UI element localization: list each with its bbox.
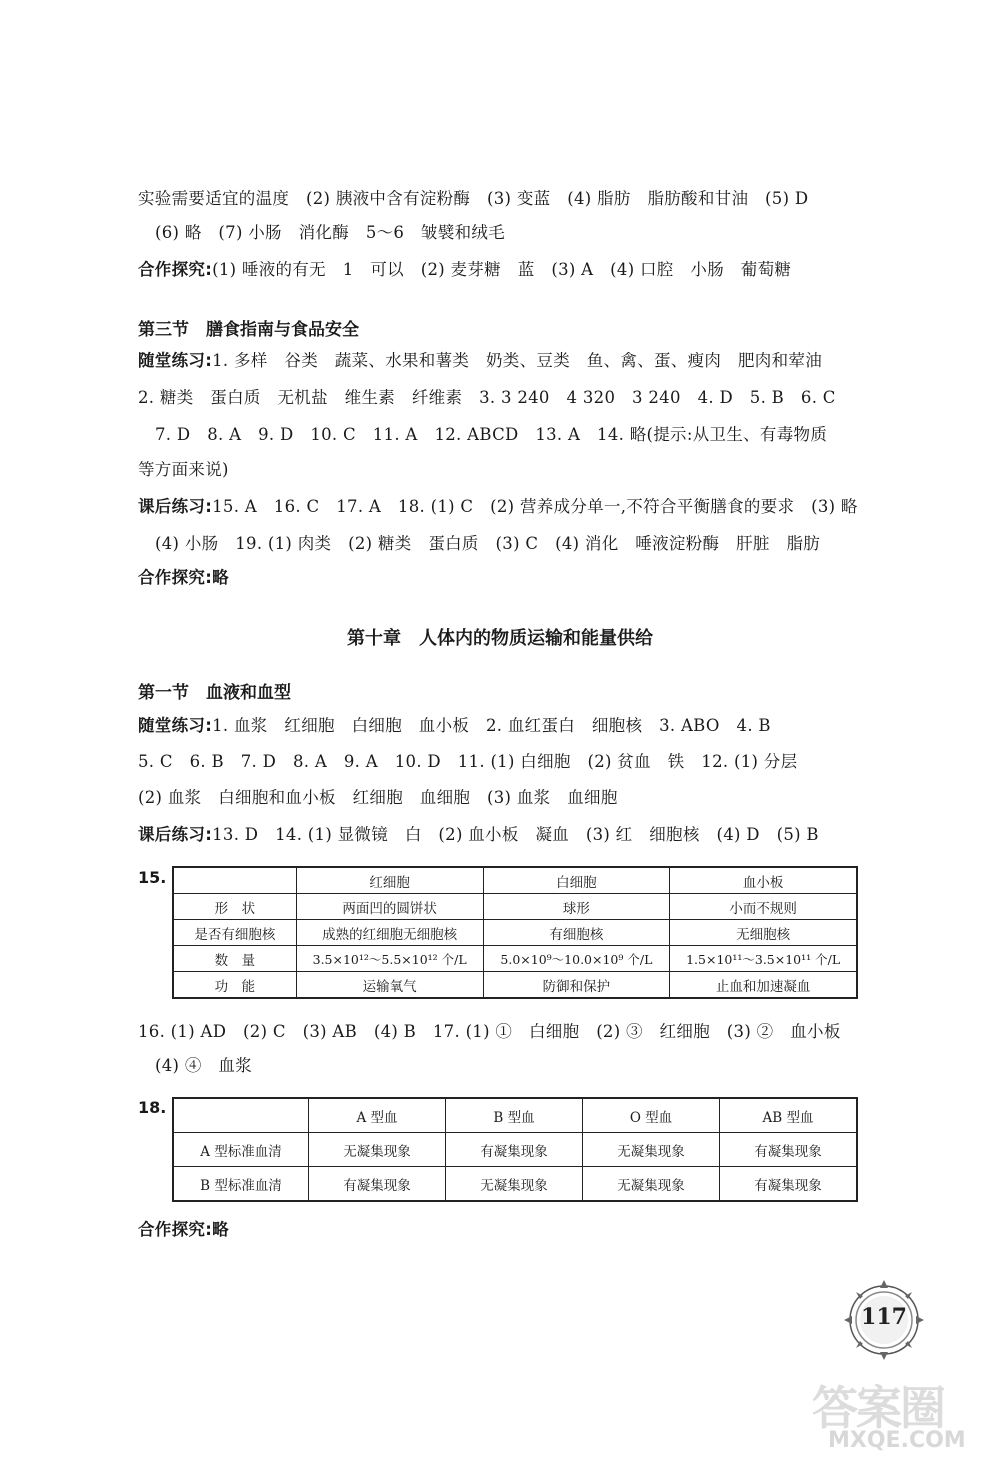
table-cell: 有细胞核	[483, 920, 670, 946]
table-cell: 有凝集现象	[309, 1167, 446, 1202]
answer-line: 5. C 6. B 7. D 8. A 9. A 10. D 11. (1) 白细胞 (2) 贫血 铁 12. (1) 分层	[138, 752, 798, 771]
answer-text: 13. D 14. (1) 显微镜 白 (2) 血小板 凝血 (3) 红 细胞核 (4) D (5) B	[212, 825, 819, 844]
section-heading: 第一节 血液和血型	[138, 683, 291, 703]
table-row	[173, 920, 857, 946]
answer-line	[138, 350, 822, 372]
table-cell: 3.5×10¹²～5.5×10¹² 个/L	[296, 946, 483, 972]
table-header-row	[173, 1098, 857, 1133]
answer-line: (2) 血浆 白细胞和血小板 红细胞 血细胞 (3) 血浆 血细胞	[138, 788, 618, 807]
table-header-cell: 血小板	[670, 867, 857, 894]
table-header-row	[173, 867, 857, 894]
table-cell: 形 状	[173, 894, 296, 920]
answer-line: (6) 略 (7) 小肠 消化酶 5～6 皱襞和绒毛	[155, 223, 506, 242]
table-cell: 有凝集现象	[720, 1167, 858, 1202]
table-cell: 成熟的红细胞无细胞核	[296, 920, 483, 946]
table-cell: 运输氧气	[296, 972, 483, 999]
table-header-cell: A 型血	[309, 1098, 446, 1133]
table-cell: B 型标准血清	[173, 1167, 309, 1202]
table-cell: 是否有细胞核	[173, 920, 296, 946]
table-cell: 1.5×10¹¹～3.5×10¹¹ 个/L	[670, 946, 857, 972]
label-hezuo: 合作探究:	[138, 568, 213, 587]
answer-line	[138, 715, 771, 737]
table-cell: 功 能	[173, 972, 296, 999]
table-cell: 无凝集现象	[583, 1133, 720, 1167]
table-cell: 数 量	[173, 946, 296, 972]
answer-line	[138, 1219, 229, 1241]
question-number: 18.	[138, 1098, 167, 1117]
table-header-cell: O 型血	[583, 1098, 720, 1133]
table-row	[173, 972, 857, 999]
answer-line: (4) 小肠 19. (1) 肉类 (2) 糖类 蛋白质 (3) C (4) 消化 唾液淀粉酶 肝脏 脂肪	[155, 534, 821, 553]
answer-line: (4) ④ 血浆	[155, 1056, 253, 1075]
table-header-cell: AB 型血	[720, 1098, 858, 1133]
answer-line: 7. D 8. A 9. D 10. C 11. A 12. ABCD 13. A 14. 略(提示:从卫生、有毒物质	[155, 425, 828, 444]
table-header-cell: B 型血	[446, 1098, 583, 1133]
table-cell: 球形	[483, 894, 670, 920]
table-cell: 小而不规则	[670, 894, 857, 920]
table-header-cell: 白细胞	[483, 867, 670, 894]
table-row	[173, 1167, 857, 1202]
answer-line	[138, 824, 819, 846]
table-header-cell	[173, 867, 296, 894]
blood-type-table	[172, 1097, 858, 1202]
question-number: 15.	[138, 868, 167, 887]
label-suitang: 随堂练习:	[138, 351, 213, 370]
answer-line: 实验需要适宜的温度 (2) 胰液中含有淀粉酶 (3) 变蓝 (4) 脂肪 脂肪酸和甘油 (5) D	[138, 189, 809, 208]
table-cell: 两面凹的圆饼状	[296, 894, 483, 920]
table-cell: 无凝集现象	[309, 1133, 446, 1167]
answer-line: 等方面来说)	[138, 460, 229, 479]
table-cell: 无凝集现象	[583, 1167, 720, 1202]
answer-line	[138, 259, 791, 281]
watermark-url: MXQE.COM	[828, 1428, 966, 1453]
table-row	[173, 894, 857, 920]
answer-line: 16. (1) AD (2) C (3) AB (4) B 17. (1) ① 白细胞 (2) ③ 红细胞 (3) ② 血小板	[138, 1022, 841, 1041]
chapter-title: 第十章 人体内的物质运输和能量供给	[347, 628, 653, 649]
table-header-cell	[173, 1098, 309, 1133]
label-hezuo: 合作探究:	[138, 1220, 213, 1239]
table-cell: A 型标准血清	[173, 1133, 309, 1167]
answer-text: 15. A 16. C 17. A 18. (1) C (2) 营养成分单一,不符合平衡膳食的要求 (3) 略	[212, 497, 858, 516]
watermark-logo: 答案圈	[812, 1381, 944, 1435]
answer-line	[138, 496, 858, 518]
answer-line: 2. 糖类 蛋白质 无机盐 维生素 纤维素 3. 3 240 4 320 3 240 4. D 5. B 6. C	[138, 388, 836, 407]
table-cell: 无细胞核	[670, 920, 857, 946]
label-kehou: 课后练习:	[138, 497, 213, 516]
label-hezuo: 合作探究:	[138, 260, 213, 279]
answer-text: 略	[212, 1220, 229, 1239]
cell-comparison-table	[172, 866, 858, 999]
section-heading: 第三节 膳食指南与食品安全	[138, 320, 359, 340]
answer-line	[138, 567, 229, 589]
table-cell: 无凝集现象	[446, 1167, 583, 1202]
table-cell: 止血和加速凝血	[670, 972, 857, 999]
table-header-cell: 红细胞	[296, 867, 483, 894]
table-row	[173, 1133, 857, 1167]
table-cell: 有凝集现象	[720, 1133, 858, 1167]
table-cell: 防御和保护	[483, 972, 670, 999]
label-suitang: 随堂练习:	[138, 716, 213, 735]
answer-text: (1) 唾液的有无 1 可以 (2) 麦芽糖 蓝 (3) A (4) 口腔 小肠 葡萄糖	[212, 260, 792, 279]
table-cell: 有凝集现象	[446, 1133, 583, 1167]
answer-text: 1. 血浆 红细胞 白细胞 血小板 2. 血红蛋白 细胞核 3. ABO 4. B	[212, 716, 771, 735]
answer-text: 1. 多样 谷类 蔬菜、水果和薯类 奶类、豆类 鱼、禽、蛋、瘦肉 肥肉和荤油	[212, 351, 822, 370]
table-cell: 5.0×10⁹～10.0×10⁹ 个/L	[483, 946, 670, 972]
label-kehou: 课后练习:	[138, 825, 213, 844]
table-row	[173, 946, 857, 972]
answer-text: 略	[212, 568, 229, 587]
page-number: 117	[861, 1304, 907, 1330]
